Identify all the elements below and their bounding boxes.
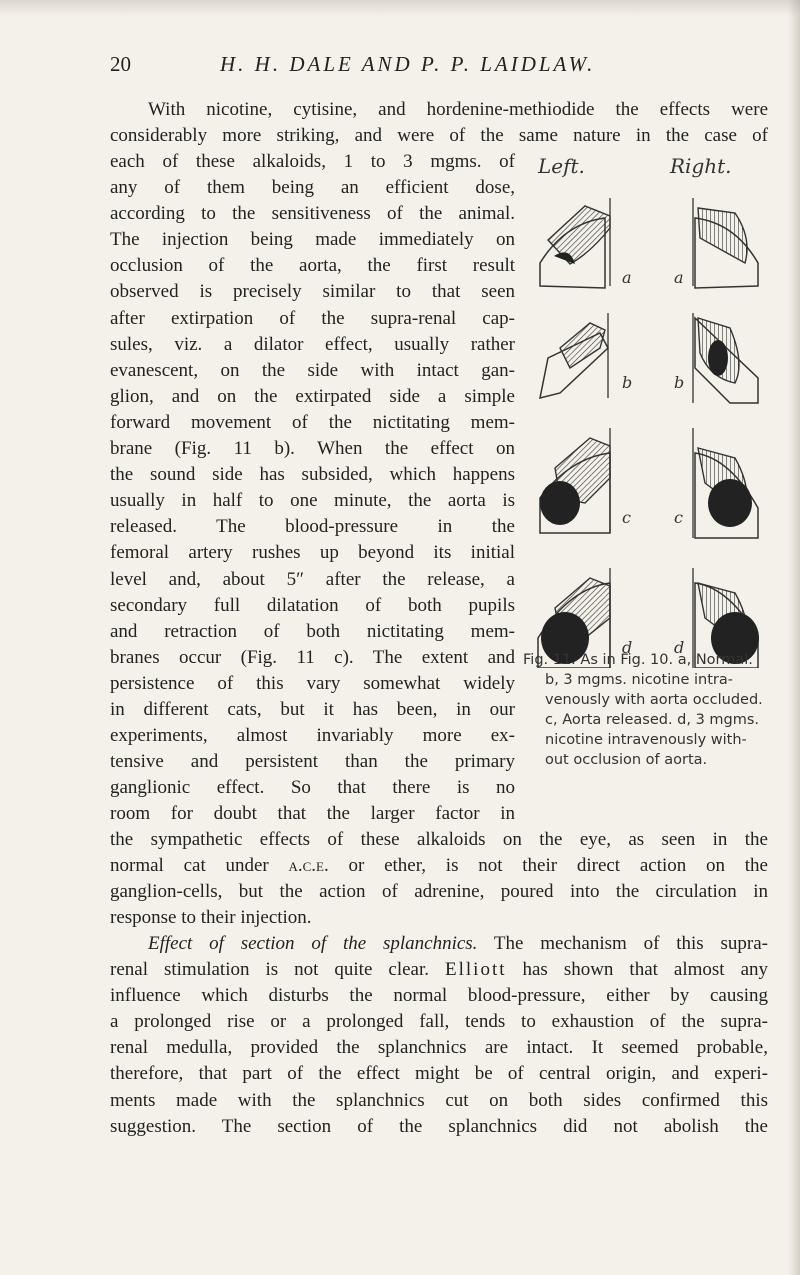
figure-caption [523, 650, 773, 770]
text-line: the sympathetic effects of these alkaloids on the eye, as seen in the [110, 829, 768, 850]
caption-line: b, 3 mgms. nicotine intra- [545, 672, 733, 688]
text-line: suggestion. The section of the splanchnics did not abolish the [110, 1115, 768, 1137]
left-eye-label: Left. [538, 154, 585, 178]
text-line: glion, and on the extirpated side a simple [110, 385, 515, 407]
anaesthetic-abbrev: a.c.e. [288, 855, 329, 877]
right-eye-a-diagram [693, 198, 758, 288]
text-line: considerably more striking, and were of the same nature in the case of [110, 125, 768, 147]
opening-lines [110, 97, 768, 149]
bottom-paragraph-2 [110, 931, 768, 1140]
text-line: the sound side has subsided, which happens [110, 464, 515, 486]
text-line: released. The blood-pressure in the [110, 516, 515, 538]
text-line: brane (Fig. 11 b). When the effect on [110, 438, 515, 460]
text-line: secondary full dilatation of both pupils [110, 594, 515, 616]
text-line: normal cat under a.c.e. or ether, is not their direct action on the [110, 855, 768, 877]
text-line: usually in half to one minute, the aorta is [110, 490, 515, 512]
text-line: after extirpation of the supra-renal cap- [110, 307, 515, 329]
figure-11 [530, 154, 770, 668]
row-d-label-right: d [674, 638, 685, 657]
eye-diagrams [530, 168, 770, 668]
caption-line: out occlusion of aorta. [545, 752, 708, 768]
row-b-label-right: b [674, 373, 685, 392]
text-line: renal medulla, provided the splanchnics are intact. It seemed probable, [110, 1037, 768, 1059]
text-line: a prolonged rise or a prolonged fall, tends to exhaustion of the supra- [110, 1011, 768, 1033]
text-line: sules, viz. a dilator effect, usually rather [110, 333, 515, 355]
right-eye-c-diagram [693, 428, 758, 538]
wrapped-text-column [110, 149, 515, 827]
text-line: experiments, almost invariably more ex- [110, 725, 515, 747]
text-line: femoral artery rushes up beyond its initial [110, 542, 515, 564]
text-line: any of them being an efficient dose, [110, 177, 515, 199]
text-line: and retraction of both nictitating mem- [110, 620, 515, 642]
caption-line: c, Aorta released. d, 3 mgms. [545, 712, 760, 728]
row-b-label-left: b [622, 373, 633, 392]
text-line: observed is precisely similar to that seen [110, 281, 515, 303]
right-eye-label: Right. [670, 154, 732, 178]
right-eye-b-diagram [693, 313, 758, 403]
text-line: level and, about 5″ after the release, a [110, 568, 515, 590]
left-eye-b-diagram [540, 313, 608, 398]
text-line: persistence of this vary somewhat widely [110, 672, 515, 694]
row-d-label-left: d [622, 638, 633, 657]
bottom-paragraph-1 [110, 827, 768, 931]
text-line: in different cats, but it has been, in our [110, 698, 515, 720]
caption-line: Fig. 11. As in Fig. 10. a, Normal. [523, 652, 753, 668]
text-line: evanescent, on the side with intact gan- [110, 359, 515, 381]
left-eye-c-diagram [540, 428, 610, 533]
text-line: renal stimulation is not quite clear. Elliott has shown that almost any [110, 959, 768, 981]
text-line: ganglion-cells, but the action of adrenine, poured into the circulation in [110, 881, 768, 903]
author-name: Elliott [445, 959, 507, 981]
text-line: response to their injection. [110, 907, 312, 929]
text-line: occlusion of the aorta, the first result [110, 255, 515, 277]
text-line: branes occur (Fig. 11 c). The extent and [110, 646, 515, 668]
text-line: With nicotine, cytisine, and hordenine-methiodide the effects were [148, 99, 768, 120]
row-a-label-right: a [674, 268, 684, 287]
page-header [110, 52, 770, 82]
caption-line: venously with aorta occluded. [545, 692, 763, 708]
section-heading: Effect of section of the splanchnics. [148, 933, 478, 954]
text-line: Effect of section of the splanchnics. The mechanism of this supra- [148, 933, 768, 954]
row-a-label-left: a [622, 268, 632, 287]
text-line: ments made with the splanchnics cut on both sides confirmed this [110, 1089, 768, 1111]
row-c-label-right: c [674, 508, 683, 527]
text-line: tensive and persistent than the primary [110, 751, 515, 773]
text-line: therefore, that part of the effect might be of central origin, and experi- [110, 1063, 768, 1085]
text-line: each of these alkaloids, 1 to 3 mgms. of [110, 151, 515, 172]
text-line: The injection being made immediately on [110, 229, 515, 251]
text-line: influence which disturbs the normal blood-pressure, either by causing [110, 985, 768, 1007]
text-line: according to the sensitiveness of the animal. [110, 203, 515, 225]
running-head: H. H. DALE AND P. P. LAIDLAW. [220, 52, 596, 76]
page-number: 20 [110, 52, 131, 76]
left-eye-a-diagram [540, 198, 610, 288]
page-edge-shadow [788, 0, 800, 1275]
text-line: ganglionic effect. So that there is no [110, 777, 515, 799]
row-c-label-left: c [622, 508, 631, 527]
text-line: room for doubt that the larger factor in [110, 803, 515, 825]
text-line: forward movement of the nictitating mem- [110, 411, 515, 433]
caption-line: nicotine intravenously with- [545, 732, 747, 748]
page-top-shadow [0, 0, 800, 16]
